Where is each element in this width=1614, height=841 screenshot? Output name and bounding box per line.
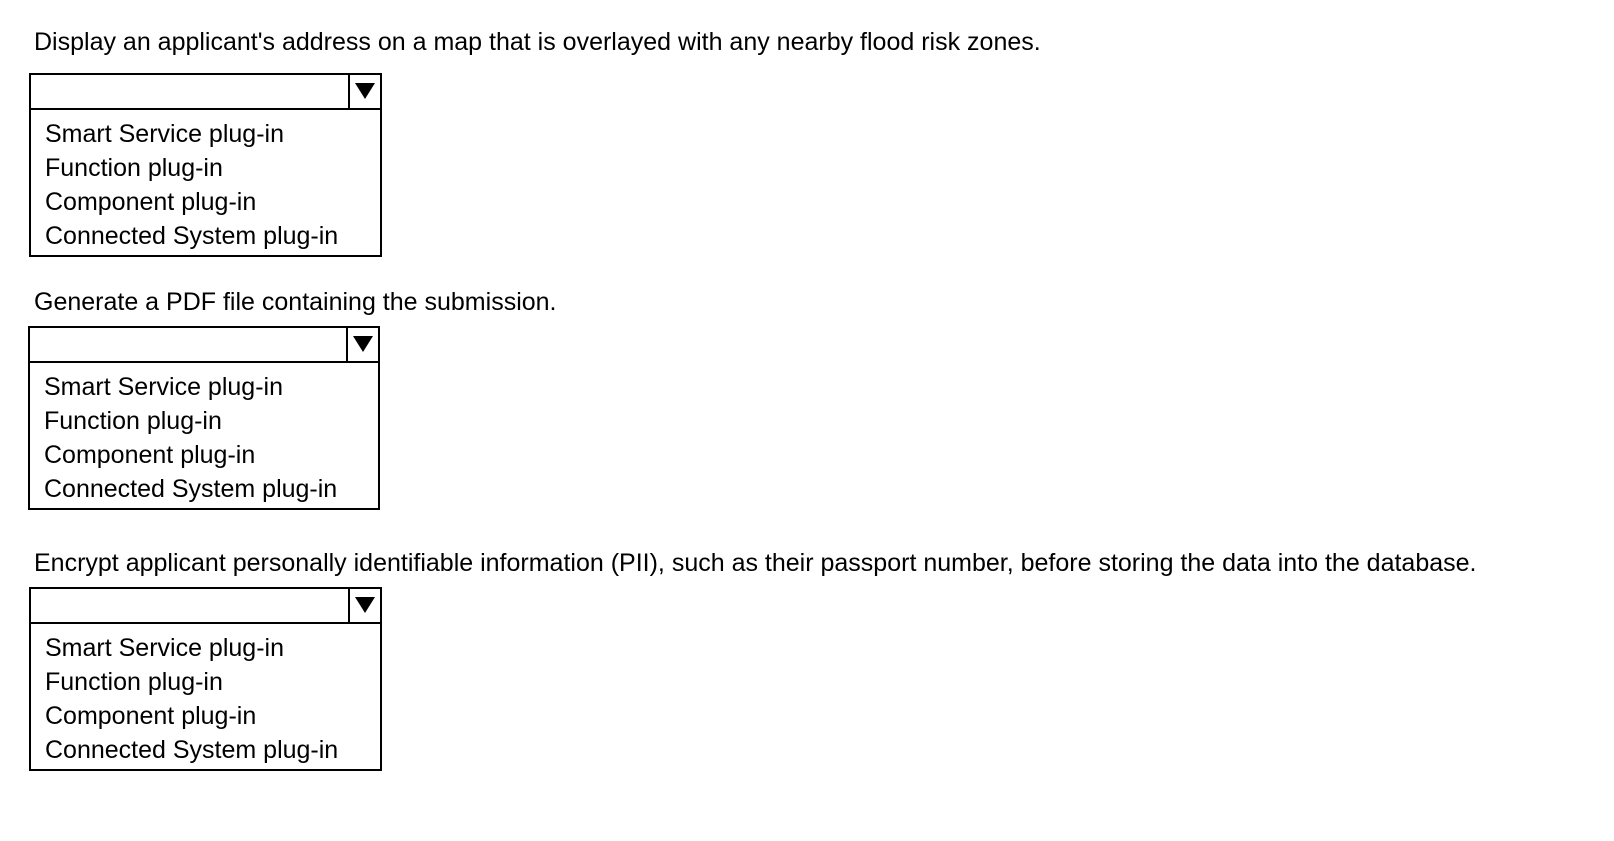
question-2-dropdown[interactable] <box>28 326 380 510</box>
dropdown-option-smart-service[interactable]: Smart Service plug-in <box>45 120 284 148</box>
question-3-dropdown[interactable] <box>29 587 382 771</box>
dropdown-header[interactable] <box>31 589 380 624</box>
dropdown-option-function[interactable]: Function plug-in <box>45 668 223 696</box>
dropdown-option-smart-service[interactable]: Smart Service plug-in <box>45 634 284 662</box>
dropdown-option-connected-system[interactable]: Connected System plug-in <box>45 222 339 250</box>
triangle-down-icon <box>353 336 373 352</box>
dropdown-toggle-button[interactable] <box>346 328 378 361</box>
dropdown-option-component[interactable]: Component plug-in <box>45 702 257 730</box>
dropdown-option-smart-service[interactable]: Smart Service plug-in <box>44 373 283 401</box>
dropdown-header[interactable] <box>30 328 378 363</box>
dropdown-option-list <box>31 110 380 256</box>
triangle-down-icon <box>355 597 375 613</box>
question-3-prompt: Encrypt applicant personally identifiable information (PII), such as their passport number, before storing the data into the database. <box>34 549 1477 577</box>
dropdown-option-component[interactable]: Component plug-in <box>44 441 256 469</box>
question-1-prompt: Display an applicant's address on a map that is overlayed with any nearby flood risk zones. <box>34 28 1041 56</box>
question-2-prompt: Generate a PDF file containing the submission. <box>34 288 557 316</box>
dropdown-option-function[interactable]: Function plug-in <box>45 154 223 182</box>
dropdown-option-list <box>31 624 380 770</box>
dropdown-toggle-button[interactable] <box>348 75 380 108</box>
dropdown-option-connected-system[interactable]: Connected System plug-in <box>44 475 338 503</box>
dropdown-option-list <box>30 363 378 509</box>
dropdown-toggle-button[interactable] <box>348 589 380 622</box>
question-1-dropdown[interactable] <box>29 73 382 257</box>
triangle-down-icon <box>355 83 375 99</box>
dropdown-option-connected-system[interactable]: Connected System plug-in <box>45 736 339 764</box>
dropdown-header[interactable] <box>31 75 380 110</box>
dropdown-option-component[interactable]: Component plug-in <box>45 188 257 216</box>
dropdown-option-function[interactable]: Function plug-in <box>44 407 222 435</box>
